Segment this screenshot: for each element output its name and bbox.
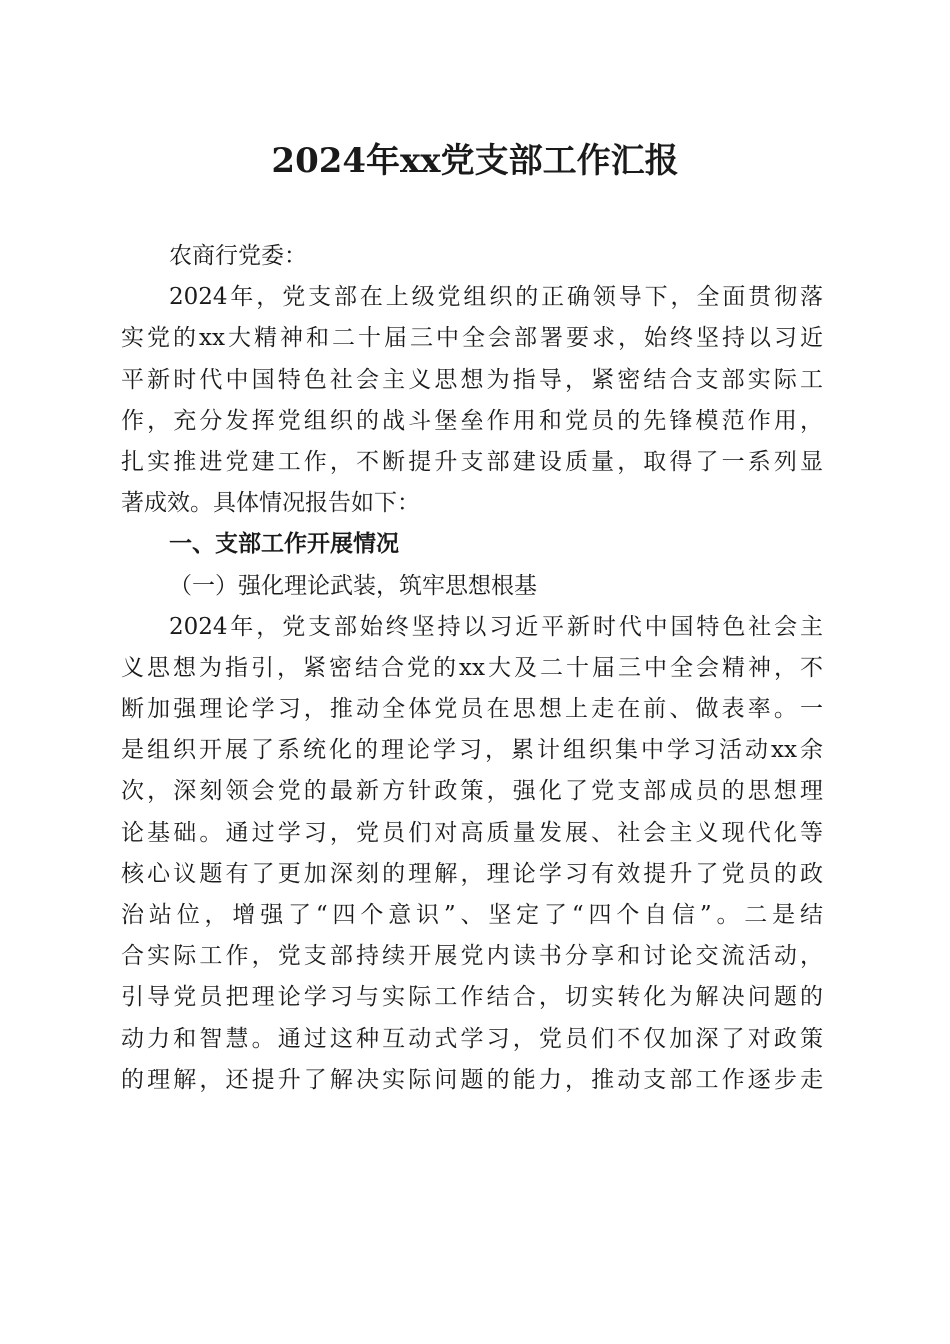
paragraph-line: 是组织开展了系统化的理论学习，累计组织集中学习活动xx余 (121, 737, 823, 764)
section-heading: 一、支部工作开展情况 (169, 531, 399, 558)
paragraph-line: 的理解，还提升了解决实际问题的能力，推动支部工作逐步走 (121, 1066, 823, 1093)
paragraph-line: 合实际工作，党支部持续开展党内读书分享和讨论交流活动， (121, 943, 823, 970)
document-title: 2024年xx党支部工作汇报 (271, 141, 679, 181)
salutation: 农商行党委： (169, 243, 307, 269)
paragraph-line: 核心议题有了更加深刻的理解，理论学习有效提升了党员的政 (121, 860, 823, 887)
intro-line: 平新时代中国特色社会主义思想为指导，紧密结合支部实际工 (121, 366, 823, 393)
paragraph-line: 论基础。通过学习，党员们对高质量发展、社会主义现代化等 (121, 819, 823, 846)
paragraph-line: 2024年，党支部始终坚持以习近平新时代中国特色社会主 (169, 613, 823, 640)
subsection-heading: （一）强化理论武装，筑牢思想根基 (169, 572, 537, 599)
intro-line: 实党的xx大精神和二十届三中全会部署要求，始终坚持以习近 (121, 325, 823, 352)
intro-line: 著成效。具体情况报告如下： (121, 490, 420, 517)
intro-line: 扎实推进党建工作，不断提升支部建设质量，取得了一系列显 (121, 448, 823, 475)
intro-line: 作，充分发挥党组织的战斗堡垒作用和党员的先锋模范作用， (121, 407, 823, 434)
paragraph-line: 引导党员把理论学习与实际工作结合，切实转化为解决问题的 (121, 984, 823, 1011)
paragraph-line: 治站位，增强了“四个意识”、坚定了“四个自信”。二是结 (121, 902, 823, 928)
paragraph-line: 义思想为指引，紧密结合党的xx大及二十届三中全会精神，不 (121, 654, 823, 681)
paragraph-line: 次，深刻领会党的最新方针政策，强化了党支部成员的思想理 (121, 778, 823, 805)
paragraph-line: 断加强理论学习，推动全体党员在思想上走在前、做表率。一 (121, 696, 823, 723)
paragraph-line: 动力和智慧。通过这种互动式学习，党员们不仅加深了对政策 (121, 1025, 823, 1052)
document-body (121, 236, 823, 1101)
intro-line: 2024年，党支部在上级党组织的正确领导下，全面贯彻落 (169, 284, 823, 311)
